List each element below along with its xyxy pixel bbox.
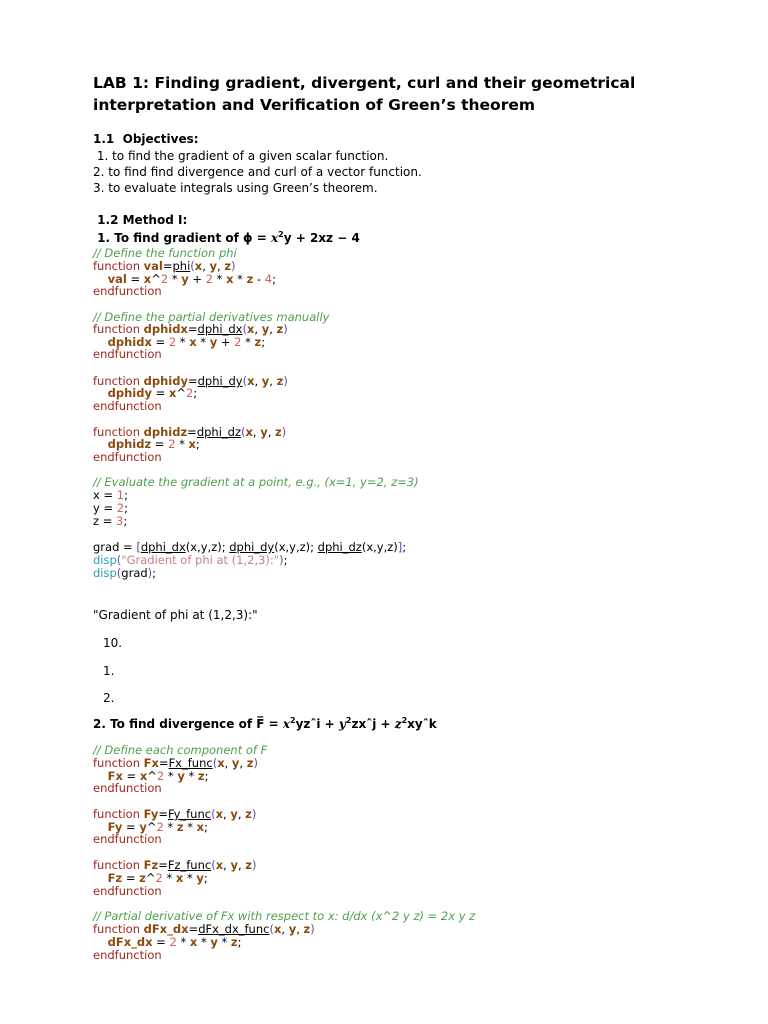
code-line: val = x^2 * y + 2 * x * z - 4; <box>107 272 276 286</box>
code-line: function Fy=Fy_func(x, y, z) <box>93 807 257 821</box>
code-line: endfunction <box>93 832 162 846</box>
code-line: endfunction <box>93 948 162 962</box>
code-comment: // Define the partial derivatives manually <box>93 310 330 324</box>
code-comment: // Define the function phi <box>93 246 237 260</box>
output-value: 2. <box>103 691 115 705</box>
code-line: function Fx=Fx_func(x, y, z) <box>93 756 258 770</box>
code-comment: // Evaluate the gradient at a point, e.g., (x=1, y=2, z=3) <box>93 475 419 489</box>
code-line: Fz = z^2 * x * y; <box>107 871 208 885</box>
code-line: Fx = x^2 * y * z; <box>107 769 209 783</box>
objective-item: 1. to find the gradient of a given scalar function. <box>93 149 389 163</box>
code-comment: // Define each component of F <box>93 743 268 757</box>
code-line: disp(grad); <box>93 566 157 580</box>
code-line: function val=phi(x, y, z) <box>93 259 236 273</box>
objective-item: 3. to evaluate integrals using Green’s theorem. <box>93 181 378 195</box>
task1-heading: 1. To find gradient of ɸ = $x^2y + 2xz - 4$ <box>93 230 360 245</box>
code-line: endfunction <box>93 347 162 361</box>
code-line: endfunction <box>93 781 162 795</box>
code-line: dphidx = 2 * x * y + 2 * z; <box>107 335 266 349</box>
code-line: function dphidz=dphi_dz(x, y, z) <box>93 425 287 439</box>
code-line: endfunction <box>93 399 162 413</box>
code-line: endfunction <box>93 450 162 464</box>
code-line: grad = [dphi_dx(x,y,z); dphi_dy(x,y,z); dphi_dz(x,y,z)]; <box>93 540 407 554</box>
task2-heading: 2. To find divergence of F̅ = $x^2yzˆi$ + $y^2zxˆj$ + $z^2xyˆk$ <box>93 716 437 731</box>
code-line: disp("Gradient of phi at (1,2,3):"); <box>93 553 288 567</box>
code-line: x = 1; <box>93 488 128 502</box>
method-heading: 1.2 Method I: <box>93 213 188 227</box>
objectives-heading: 1.1 Objectives: <box>93 132 199 146</box>
code-line: y = 2; <box>93 501 128 515</box>
output-value: 10. <box>103 636 123 650</box>
code-line: function dphidx=dphi_dx(x, y, z) <box>93 322 288 336</box>
code-line: dphidy = x^2; <box>107 386 198 400</box>
output-value: 1. <box>103 664 115 678</box>
code-line: Fy = y^2 * z * x; <box>107 820 208 834</box>
lab-title: LAB 1: Finding gradient, divergent, curl and their geometrical interpretation and Verification of Green’s theorem <box>93 74 636 114</box>
code-line: endfunction <box>93 284 162 298</box>
code-line: dFx_dx = 2 * x * y * z; <box>107 935 242 949</box>
objective-item: 2. to find find divergence and curl of a vector function. <box>93 165 422 179</box>
code-line: function dphidy=dphi_dy(x, y, z) <box>93 374 288 388</box>
output-label: "Gradient of phi at (1,2,3):" <box>93 608 258 622</box>
code-line: endfunction <box>93 884 162 898</box>
code-line: z = 3; <box>93 514 128 528</box>
code-line: dphidz = 2 * x; <box>107 437 200 451</box>
code-line: function Fz=Fz_func(x, y, z) <box>93 858 257 872</box>
code-comment: // Partial derivative of Fx with respect to x: d/dx (x^2 y z) = 2x y z <box>93 909 476 923</box>
code-line: function dFx_dx=dFx_dx_func(x, y, z) <box>93 922 315 936</box>
